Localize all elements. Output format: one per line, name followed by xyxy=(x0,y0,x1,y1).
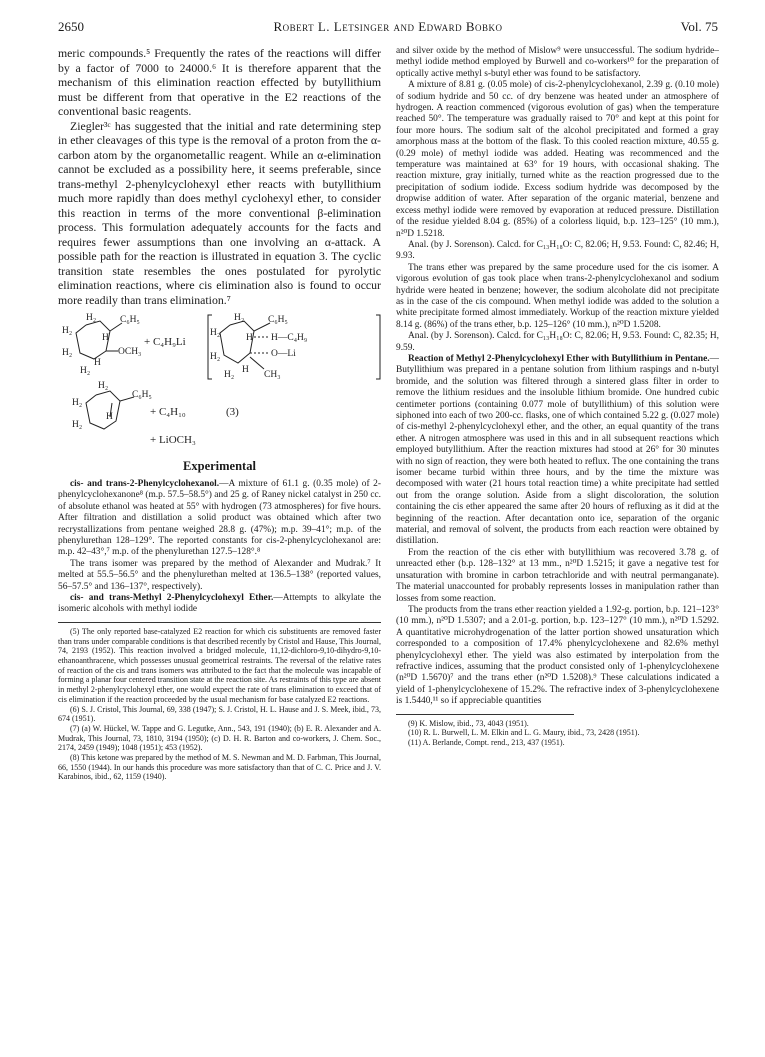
cyclohexene-ring-product xyxy=(86,391,120,429)
volume-label: Vol. 75 xyxy=(680,19,718,34)
label: H—C₄H₉ xyxy=(271,333,308,343)
label: H xyxy=(94,358,101,368)
footnote: (11) A. Berlande, Compt. rend., 213, 437 (1951). xyxy=(408,737,565,747)
right-column xyxy=(396,46,719,1046)
running-header xyxy=(58,19,718,35)
run-in-heading: cis- and trans-Methyl 2-Phenylcyclohexyl Ether. xyxy=(70,593,274,604)
bracket-left xyxy=(208,315,212,379)
footnote: (5) The only reported base-catalyzed E2 reaction for which cis substituents are removed faster than trans under comparable conditions is that described recently by Cristol and Hause, This Journal, 74, 2193 (1952). This reaction involved a bridged molecule, 11,12-dichloro-9,10-dihydro-9,10-ethanoanthracene, which possesses unusual geometrical restraints. The reversal of the relative rates of reaction of the cis and trans isomers was attributed to the fact that the molecule was incapable of forming a planar four centered transition state at the reaction site. As restraints of this type are absent in methyl 2-phenylcyclohexyl ether, one would expect the rate of trans elimination to exceed that of cis elimination if the reaction proceeded by the usual mechanism for base catalyzed E2 reactions. xyxy=(58,626,381,704)
reagent-label: + C₄H₉Li xyxy=(144,336,186,348)
paragraph: From the reaction of the cis ether with butyllithium was recovered 3.78 g. of unreacted ether (b.p. 128–132° at 13 mm., n²⁰D 1.5215; it gave a negative test for unsaturation with bromine in carbon tetrachloride and with neutral permanganate). The material unaccounted for probably represents losses in manipulation rather than losses from some reaction. xyxy=(396,547,719,604)
reaction-scheme-drawing xyxy=(58,311,381,451)
paragraph: Ziegler³ᶜ has suggested that the initial and rate determining step in ether cleavages of this type is the removal of a proton from the α-carbon atom by the organometallic reagent. While an α-elimination cannot be excluded as a possibility here, it seems preferable, since trans-methyl 2-phenylcyclohexyl ether reacts with butyllithium much more rapidly than does methyl cyclohexyl ether, to consider this reaction in terms of the more conventional β-elimination process. This formulation adequately accounts for the facts and requires fewer assumptions than one involving an α-attack. A possible path for the reaction is illustrated in equation 3. The cyclic transition state resembles the ones postulated for pyrolytic elimination reactions, where cis elimination also is found to occur more readily than trans elimination.⁷ xyxy=(58,118,381,307)
label: C₆H₅ xyxy=(268,315,288,325)
label: H₂ xyxy=(98,381,109,391)
label: H₂ xyxy=(210,328,221,338)
run-in-heading: Reaction of Methyl 2-Phenylcyclohexyl Ether with Butyllithium in Pentane. xyxy=(408,353,710,364)
label: C₆H₅ xyxy=(120,315,140,325)
label: OCH₃ xyxy=(118,347,142,357)
label: H₂ xyxy=(210,352,221,362)
reaction-scheme-equation-3 xyxy=(58,311,381,451)
paragraph: The products from the trans ether reaction yielded a 1.92-g. portion, b.p. 121–123° (10 mm.), n²⁰D 1.5307; and a 2.01-g. portion, b.p. 123–127° (10 mm.), n²⁰D 1.5292. A quantitative microhydrogenation of the latter portion showed unsaturation which corresponded to a composition of 17.4% phenylcyclohexene and 82.6% methyl phenylcyclohexyl ether. The yield was also estimated by interpolation from the refractive indices, assuming that the product consisted only of 1-phenylcyclohexene (n²⁰D 1.5670)⁷ and the trans ether (n²⁰D 1.5208).⁹ These calculations indicated a yield of 1-phenylcyclohexene of 15.2%. The refractive index of 3-phenylcyclohexene is 1.5440,¹¹ so if appreciable quantities xyxy=(396,604,719,707)
product-label: + C₄H₁₀ xyxy=(150,406,186,418)
paragraph: meric compounds.⁵ Frequently the rates of the reactions will differ by a factor of 7000 to 24000.⁶ It is therefore apparent that the mechanism of this elimination reaction effected by butyllithium must be different from that operative in the E2 reactions of the conventional basic reagents. xyxy=(58,46,381,118)
footnote-rule xyxy=(58,622,381,623)
running-authors: Robert L. Letsinger and Edward Bobko xyxy=(273,19,503,34)
label: H₂ xyxy=(62,326,73,336)
run-in-heading: cis- and trans-2-Phenylcyclohexanol. xyxy=(70,479,220,489)
label: H₂ xyxy=(86,313,97,323)
paragraph: Anal. (by J. Sorenson). Calcd. for C₁₃H₁₈O: C, 82.06; H, 9.53. Found: C, 82.35; H, 9.59. xyxy=(396,331,719,353)
paragraph: A mixture of 8.81 g. (0.05 mole) of cis-2-phenylcyclohexanol, 2.39 g. (0.10 mole) of sodium hydride and 50 cc. of dry benzene was heated under an atmosphere of hydrogen. A reaction commenced (vigorous evolution of gas) when the temperature reached 50°. The temperature was gradually raised to 70° and kept at this point for four more hours. The sodium salt of the alcohol precipitated and formed a gray amorphous mass at the bottom of the flask. To this cooled reaction mixture, 40.55 g. (0.29 mole) of methyl iodide was added. Heating was recommenced and the temperature was maintained at 63° for 19 hours, with occasional shaking. The reaction mixture, gray initially, turned white as the reaction progressed due to the precipitation of sodium iodide. Excess sodium hydride was decomposed by the dropwise addition of water. After separation of the organic material, benzene and excess methyl iodide were removed by evaporation at reduced pressure. Distillation of the residue yielded 8.04 g. (85%) of a colorless liquid, b.p. 123–125° (10 mm.), n²⁰D 1.5218. xyxy=(396,80,719,239)
footnote: (8) This ketone was prepared by the method of M. S. Newman and M. D. Farbman, This Journal, 66, 1550 (1944). In our hands this procedure was more satisfactory than that of C. C. Price and J. V. Karabinos, ibid., 62, 1159 (1940). xyxy=(58,753,381,782)
label: O—Li xyxy=(271,349,296,359)
paragraph xyxy=(58,593,381,616)
label: H₂ xyxy=(224,370,235,380)
label: H xyxy=(102,333,109,343)
label: H xyxy=(246,333,253,343)
paragraph-text: —Butyllithium was prepared in a pentane solution from lithium raspings and n-butyl bromide, and the solution was filtered through a sintered glass filter in order to remove the lithium residues and the insoluble lithium bromide. One hundred cubic centimeter portions (containing 0.077 mole of butyllithium) of this solution were siphoned into each of two 200-cc. flasks, one of which contained 5.22 g. (0.027 mole) of cis-methyl 2-phenylcyclohexyl ether, and the other, an equal quantity of the trans ether. A nitrogen atmosphere was used in this and in all subsequent reactions which employed butyllithium. After the reaction mixtures had stood at 26° for 30 minutes with no sign of reaction, they were both heated to reflux. The one containing the trans isomer became turbid within three hours, and by the time the mixture was decomposed with water (21 hours total reaction time) a white precipitate had settled out from the orange solution. Aside from a slight discoloration, the solution containing the cis ether appeared the same after 20 hours of refluxing as it did at the beginning of the reaction. After decantation onto ice, separation of the organic material, and removal of solvent, the products from each reaction were obtained by distillation. xyxy=(396,353,719,547)
paragraph: Anal. (by J. Sorenson). Calcd. for C₁₃H₁₈O: C, 82.06; H, 9.53. Found: C, 82.46; H, 9.93. xyxy=(396,239,719,262)
label: H₂ xyxy=(72,398,83,408)
label: C₆H₅ xyxy=(132,390,152,400)
equation-number: (3) xyxy=(226,406,239,418)
paragraph: and silver oxide by the method of Mislow⁹ were unsuccessful. The sodium hydride–methyl iodide method employed by Burwell and co-workers¹⁰ for the preparation of optically active methyl s-butyl ether was found to be satisfactory. xyxy=(396,46,719,79)
label: H xyxy=(106,412,113,422)
label: H₂ xyxy=(62,348,73,358)
product-label: + LiOCH₃ xyxy=(150,434,196,446)
footnote: (7) (a) W. Hückel, W. Tappe and G. Legutke, Ann., 543, 191 (1940); (b) E. R. Alexander and A. Mudrak, This Journal, 73, 1810, 3194 (1950); (c) D. H. R. Barton and co-workers, J. Chem. Soc., 2174, 2459 (1949); 1048 (1951); 453 (1952). xyxy=(58,723,381,753)
left-column xyxy=(58,46,381,1046)
page-number: 2650 xyxy=(58,19,84,34)
paragraph-text: —Attempts to alkylate the isomeric alcohols with methyl iodide xyxy=(58,593,381,615)
paragraph: The trans isomer was prepared by the method of Alexander and Mudrak.⁷ It melted at 55.5–56.5° and the phenylurethan melted at 136.5–138° (reported values, 56–57.5° and 136–137°, respectively). xyxy=(58,558,381,592)
paragraph-text: —A mixture of 61.1 g. (0.35 mole) of 2-phenylcyclohexanone⁸ (m.p. 57.5–58.5°) and 25 g. of Raney nickel catalyst in 250 cc. of absolute ethanol was heated at 55° with hydrogen (73 atmospheres) for five hours. After filtration and distillation a solid product was obtained which after two recrystallizations from pentane weighed 28.8 g. (47%); m.p. 39–41°; m.p. of the phenylurethan 128–129°. The reported constants for cis-2-phenylcyclohexanol are: m.p. 42–43°,⁷ m.p. of the phenylurethan 127.5–128°.⁸ xyxy=(58,479,381,558)
section-title: Experimental xyxy=(183,459,256,473)
footnote: (9) K. Mislow, ibid., 73, 4043 (1951). xyxy=(408,718,529,728)
footnote: (10) R. L. Burwell, L. M. Elkin and L. G. Maury, ibid., 73, 2428 (1951). xyxy=(408,728,640,738)
label: H₂ xyxy=(72,420,83,430)
footnote: (6) S. J. Cristol, This Journal, 69, 338 (1947); S. J. Cristol, H. L. Hause and J. S. Meek, ibid., 73, 674 (1951). xyxy=(58,704,381,724)
label: H xyxy=(242,365,249,375)
bracket-right xyxy=(376,315,380,379)
label: CH₃ xyxy=(264,370,281,380)
paragraph xyxy=(396,354,719,548)
paragraph: The trans ether was prepared by the same procedure used for the cis isomer. A vigorous evolution of gas took place when trans-2-phenylcyclohexanol and sodium hydride were heated in benzene; however, the sodium alcoholate did not precipitate as in the case of the cis compound. When methyl iodide was added to the solution a white precipitate formed almost immediately. Workup of the reaction mixture yielded 8.14 g. (86%) of the trans ether, b.p. 125–126° (10 mm.), n²⁰D 1.5208. xyxy=(396,262,719,330)
label: H₂ xyxy=(234,313,245,323)
label: H₂ xyxy=(80,366,91,376)
paragraph xyxy=(58,479,381,559)
footnote-rule xyxy=(396,714,574,715)
